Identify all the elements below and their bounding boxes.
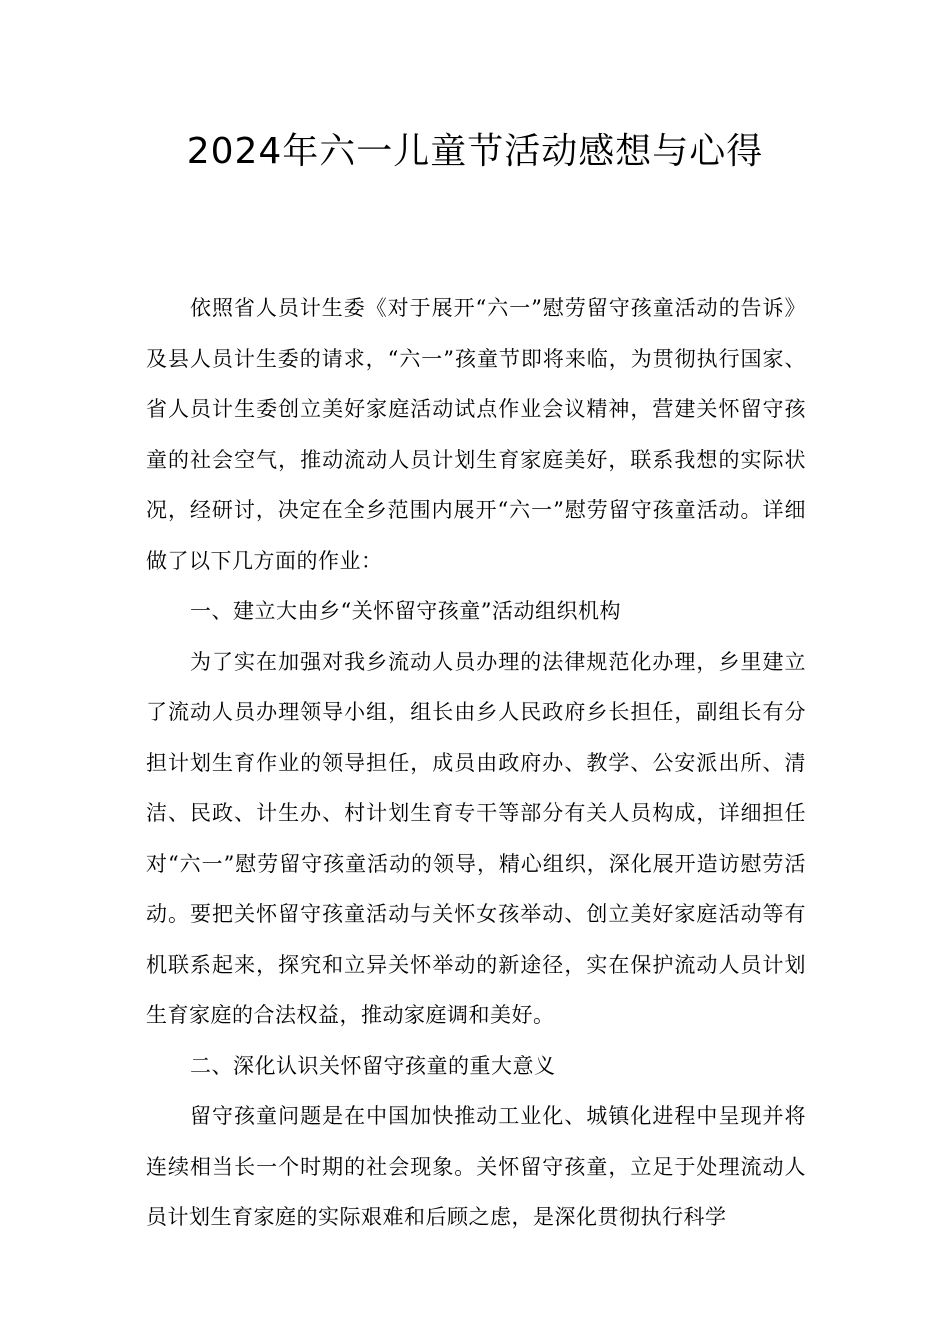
document-body bbox=[146, 283, 806, 1243]
paragraph-section-1: 为了实在加强对我乡流动人员办理的法律规范化办理，乡里建立了流动人员办理领导小组，组长由乡人民政府乡长担任，副组长有分担计划生育作业的领导担任，成员由政府办、教学、公安派出所、清洁、民政、计生办、村计划生育专干等部分有关人员构成，详细担任对“六一”慰劳留守孩童活动的领导，精心组织，深化展开造访慰劳活动。要把关怀留守孩童活动与关怀女孩举动、创立美好家庭活动等有机联系起来，探究和立异关怀举动的新途径，实在保护流动人员计划生育家庭的合法权益，推动家庭调和美好。 bbox=[146, 649, 806, 1027]
paragraph-section-2: 留守孩童问题是在中国加快推动工业化、城镇化进程中呈现并将连续相当长一个时期的社会现象。关怀留守孩童，立足于处理流动人员计划生育家庭的实际艰难和后顾之虑，是深化贯彻执行科学 bbox=[146, 1104, 806, 1229]
section-heading-2: 二、深化认识关怀留守孩童的重大意义 bbox=[190, 1053, 556, 1078]
paragraph-intro: 依照省人员计生委《对于展开“六一”慰劳留守孩童活动的告诉》及县人员计生委的请求，“六一”孩童节即将来临，为贯彻执行国家、省人员计生委创立美好家庭活动试点作业会议精神，营建关怀留守孩童的社会空气，推动流动人员计划生育家庭美好，联系我想的实际状况，经研讨，决定在全乡范围内展开“六一”慰劳留守孩童活动。详细做了以下几方面的作业： bbox=[146, 296, 806, 573]
document-title: 2024年六一儿童节活动感想与心得 bbox=[186, 131, 764, 172]
section-heading-1: 一、建立大由乡“关怀留守孩童”活动组织机构 bbox=[190, 599, 621, 623]
